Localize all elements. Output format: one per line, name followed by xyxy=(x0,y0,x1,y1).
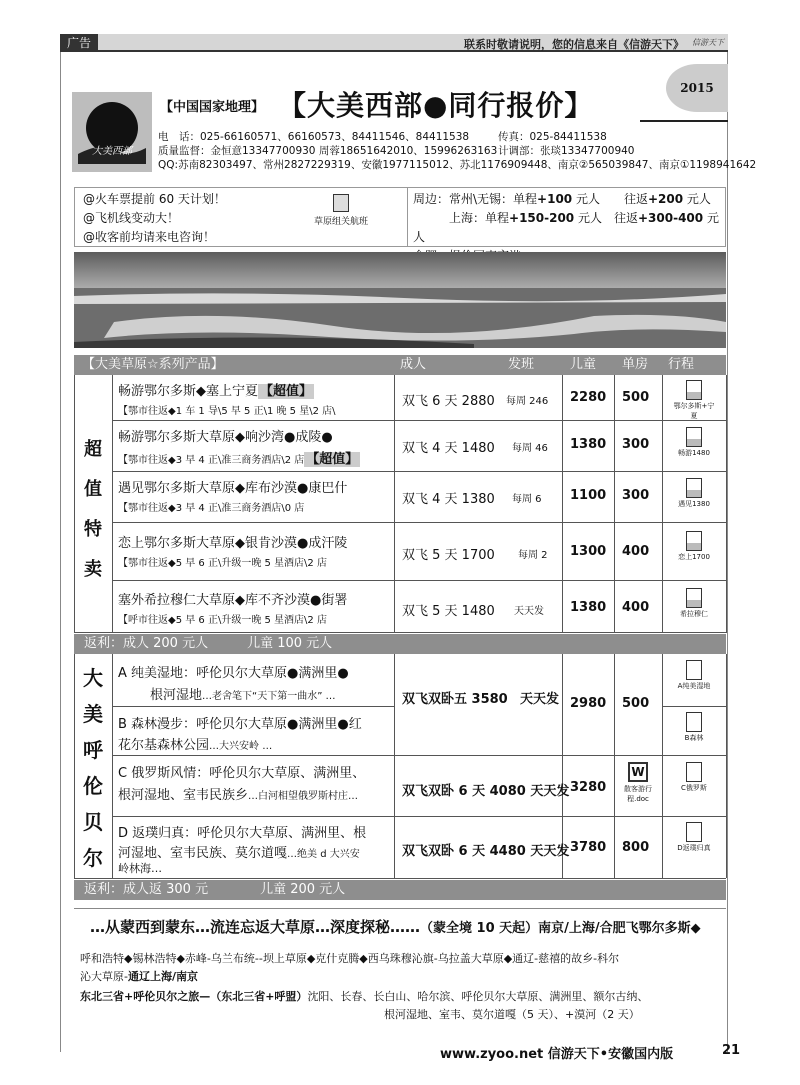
itinerary-file-icon[interactable]: 希拉穆仁 xyxy=(673,588,715,619)
grid-line xyxy=(662,654,663,878)
itinerary-file-icon-b[interactable]: B森林 xyxy=(673,712,715,743)
single-room-price-ab: 500 xyxy=(622,696,650,711)
product-title-c[interactable]: C 俄罗斯风情：呼伦贝尔大草原、满洲里、 xyxy=(118,766,366,781)
word-doc-icon xyxy=(686,478,702,498)
single-room-price: 500 xyxy=(622,390,650,405)
departure-frequency: 天天发 xyxy=(514,606,544,617)
product-title[interactable]: 畅游鄂尔多斯◆塞上宁夏 【超值】 xyxy=(118,384,313,399)
product-title-d-cont2: 岭林海… xyxy=(118,862,162,875)
publisher-logo: 信游天下 xyxy=(692,38,724,47)
notice-divider xyxy=(407,188,408,246)
col-single: 单房 xyxy=(622,357,649,372)
word-icon: W xyxy=(628,762,648,782)
child-price: 1300 xyxy=(570,544,607,559)
grid-line xyxy=(74,878,726,879)
document-icon xyxy=(686,712,702,732)
contact-qq-line: QQ:苏南82303497、常州2827229319、安徽1977115012、苏北1176909448、南京②565039847、南京①1198941642 xyxy=(158,159,757,171)
single-room-price: 300 xyxy=(622,437,650,452)
grid-line xyxy=(112,522,726,523)
adult-price-d: 双飞双卧 6 天 4480 天天发 xyxy=(402,844,570,859)
adult-price: 双飞 6 天 2880 xyxy=(402,394,495,409)
surcharge-line: 上海：单程+150-200 元人 往返+300-400 元人 xyxy=(413,211,719,244)
product-title[interactable]: 恋上鄂尔多斯大草原◆银肯沙漠●成汗陵 xyxy=(118,536,348,551)
child-price-ab: 2980 xyxy=(570,696,607,711)
single-room-price: 300 xyxy=(622,488,650,503)
itinerary-file-icon[interactable]: 恋上1700 xyxy=(673,531,715,562)
document-icon xyxy=(686,762,702,782)
itinerary-file-icon[interactable]: 畅游1480 xyxy=(673,427,715,458)
site-footer: www.zyoo.net 信游天下•安徽国内版 xyxy=(440,1047,674,1062)
departure-frequency: 每周 246 xyxy=(506,396,549,407)
col-itinerary: 行程 xyxy=(668,357,695,372)
contact-quality-line xyxy=(158,143,497,158)
single-room-price: 400 xyxy=(622,544,650,559)
product-title-b[interactable]: B 森林漫步：呼伦贝尔大草原●满洲里●红 xyxy=(118,717,362,732)
departure-frequency: 每周 2 xyxy=(518,550,548,561)
surcharge-line: 周边：常州\无锡：单程+100 元人 往返+200 元人 xyxy=(413,192,711,206)
single-room-price: 400 xyxy=(622,600,650,615)
page-title: 【大美西部●同行报价】 xyxy=(278,89,594,122)
product-title-d-cont: 河湿地、室韦民族、莫尔道嘎…绝美 d 大兴安 xyxy=(118,846,360,861)
itinerary-file-icon-a[interactable]: A纯美湿地 xyxy=(673,660,715,691)
series-title: 【大美草原☆系列产品】 xyxy=(82,357,224,372)
grid-line xyxy=(74,654,75,878)
northeast-tour: 东北三省+呼伦贝尔之旅—（东北三省+呼盟）沈阳、长春、长白山、哈尔滨、呼伦贝尔大草原、满洲里、额尔古纳、 xyxy=(80,990,649,1003)
itinerary-file-icon-d[interactable]: D返璞归真 xyxy=(673,822,715,853)
word-doc-c[interactable]: W 散客游行程.doc xyxy=(614,762,662,804)
grid-line xyxy=(662,706,726,707)
finance-label: 计调部： xyxy=(498,145,540,157)
quality-contacts: 金恒意13347700930 周蓉18651642010、15996263163 xyxy=(210,145,498,157)
product-details: 【鄂市往返◆1 车 1 导\5 早 5 正\1 晚 5 星\2 店\ xyxy=(118,406,336,417)
child-price: 1380 xyxy=(570,600,607,615)
top-bar xyxy=(60,34,728,52)
document-icon xyxy=(686,660,702,680)
grassland-photo xyxy=(74,252,726,348)
grid-line xyxy=(112,816,726,817)
grid-line xyxy=(112,755,726,756)
grid-line xyxy=(726,654,727,878)
rebate-bar: 返利：成人 200 元人 儿童 100 元人 xyxy=(74,634,726,654)
vertical-label-special: 超 值 特 卖 xyxy=(84,439,102,580)
itinerary-file-icon-c[interactable]: C俄罗斯 xyxy=(673,762,715,793)
departure-frequency-ab: 天天发 xyxy=(520,692,560,707)
grid-line xyxy=(562,375,563,633)
phone-label: 电 话： xyxy=(158,131,200,143)
rebate-bar: 返利：成人返 300 元 儿童 200 元人 xyxy=(74,880,726,900)
document-icon xyxy=(686,822,702,842)
product-title-b-cont: 花尔基森林公园…大兴安岭 … xyxy=(118,738,273,753)
company-logo xyxy=(72,92,152,172)
word-doc-icon xyxy=(686,531,702,551)
grid-line xyxy=(662,375,663,633)
grid-line xyxy=(112,471,726,472)
grid-line xyxy=(614,375,615,633)
departure-frequency: 每周 6 xyxy=(512,494,542,505)
product-title[interactable]: 遇见鄂尔多斯大草原◆库布沙漠●康巴什 xyxy=(118,481,348,496)
document-icon xyxy=(333,194,349,212)
word-doc-icon xyxy=(686,427,702,447)
deep-tour-route: 呼和浩特◆锡林浩特◆赤峰-乌兰布统--坝上草原◆克什克腾◆西乌珠穆沁旗-乌拉盖大草原◆通辽-慈禧的故乡-科尔 xyxy=(80,952,620,965)
grid-line xyxy=(112,654,113,878)
ad-label: 广告 xyxy=(60,34,98,52)
product-title[interactable]: 畅游鄂尔多斯大草原◆响沙湾●成陵● xyxy=(118,430,333,445)
fax-number: 025-84411538 xyxy=(529,131,607,143)
grid-line xyxy=(74,632,726,633)
grid-line xyxy=(726,375,727,633)
header-subtitle: 【中国国家地理】 xyxy=(160,100,265,115)
product-title-a[interactable]: A 纯美湿地：呼伦贝尔大草原●满洲里● xyxy=(118,666,349,681)
itinerary-file-icon[interactable]: 鄂尔多斯+宁夏 xyxy=(673,380,715,421)
word-doc-icon xyxy=(686,380,702,400)
northeast-tour-cont: 根河湿地、室韦、莫尔道嘎（5 天）、+漠河（2 天） xyxy=(384,1008,640,1021)
word-doc-icon xyxy=(686,588,702,608)
adult-price: 双飞 4 天 1480 xyxy=(402,441,495,456)
adult-price: 双飞 5 天 1480 xyxy=(402,604,495,619)
flight-doc-label: 草原组关航班 xyxy=(313,217,368,227)
contact-finance-line xyxy=(498,143,635,158)
year-badge: 2015 xyxy=(666,64,728,112)
child-price: 1380 xyxy=(570,437,607,452)
col-adult: 成人 xyxy=(400,357,427,372)
col-depart: 发班 xyxy=(508,357,535,372)
product-title-c-cont: 根河湿地、室韦民族乡…白河相望俄罗斯村庄… xyxy=(118,788,359,803)
notice-box xyxy=(74,187,726,247)
grid-line xyxy=(74,375,75,633)
itinerary-file-icon[interactable]: 遇见1380 xyxy=(673,478,715,509)
product-title[interactable]: 塞外希拉穆仁大草原◆库不齐沙漠●街署 xyxy=(118,593,348,608)
grid-line xyxy=(112,375,113,633)
adult-price-c: 双飞双卧 6 天 4080 天天发 xyxy=(402,784,570,799)
phone-numbers: 025-66160571、66160573、84411546、84411538 xyxy=(200,131,470,143)
grid-line xyxy=(394,375,395,633)
col-child: 儿童 xyxy=(570,357,597,372)
child-price-c: 3280 xyxy=(570,780,607,795)
product-title-d[interactable]: D 返璞归真：呼伦贝尔大草原、满洲里、根 xyxy=(118,826,367,841)
contact-fax-line xyxy=(498,129,607,144)
notice-item: @火车票提前 60 天计划！ xyxy=(83,192,226,206)
grid-line xyxy=(394,654,395,878)
grid-line xyxy=(112,706,394,707)
notice-item: @收客前均请来电咨询！ xyxy=(83,230,216,244)
product-details: 【鄂市往返◆3 早 4 正\准三商务酒店\2 店 【超值】 xyxy=(118,452,359,467)
child-price: 1100 xyxy=(570,488,607,503)
header-divider xyxy=(640,120,728,122)
source-notice: 联系时敬请说明，您的信息来自《信游天下》 xyxy=(464,38,684,51)
vertical-label-hulunbuir: 大 美 呼 伦 贝 尔 xyxy=(83,666,103,870)
notice-left xyxy=(83,190,226,247)
adult-price-ab: 双飞双卧五 3580 xyxy=(402,692,508,707)
product-details: 【鄂市往返◆3 早 4 正\准三商务酒店\0 店 xyxy=(118,503,305,514)
quality-label: 质量监督： xyxy=(158,145,211,157)
adult-price: 双飞 4 天 1380 xyxy=(402,492,495,507)
child-price: 2280 xyxy=(570,390,607,405)
fax-label: 传真： xyxy=(498,131,530,143)
product-details: 【呼市往返◆5 早 6 正\升级一晚 5 星酒店\2 店 xyxy=(118,615,327,626)
grid-line xyxy=(112,420,726,421)
departure-frequency: 每周 46 xyxy=(512,443,548,454)
contact-phone-line xyxy=(158,129,469,144)
product-details: 【鄂市往返◆5 早 6 正\升级一晚 5 星酒店\2 店 xyxy=(118,558,327,569)
child-price-d: 3780 xyxy=(570,840,607,855)
notice-item: @飞机线变动大！ xyxy=(83,211,180,225)
single-room-price-d: 800 xyxy=(622,840,650,855)
logo-caption: 大美西部 xyxy=(92,146,132,157)
adult-price: 双飞 5 天 1700 xyxy=(402,548,495,563)
product-title-a-cont: 根河湿地…老舍笔下“天下第一曲水” … xyxy=(150,688,336,703)
flight-doc-icon[interactable] xyxy=(301,194,381,227)
deep-tour-title[interactable]: …从蒙西到蒙东…流连忘返大草原…深度探秘……（蒙全境 10 天起）南京/上海/合肥飞鄂尔多斯◆ xyxy=(90,918,701,936)
page-number: 21 xyxy=(722,1043,741,1058)
finance-contact: 张琰13347700940 xyxy=(540,145,635,157)
deep-tour-route: 沁大草原-通辽上海/南京 xyxy=(80,970,199,983)
grid-line xyxy=(112,580,726,581)
